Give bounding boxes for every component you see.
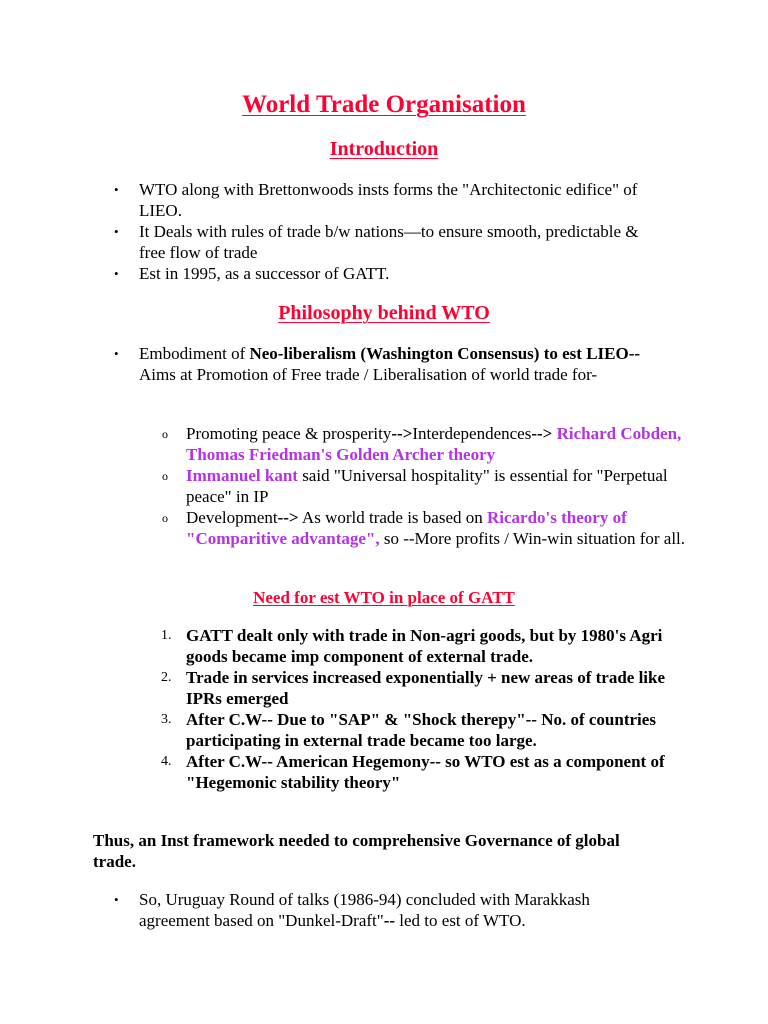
philosophy-sublist xyxy=(162,423,686,549)
philosophy-list xyxy=(114,343,659,385)
list-item: • So, Uruguay Round of talks (1986-94) concluded with Marakkash agreement based on "Dunkel-Draft"-- led to est of WTO. xyxy=(114,890,590,930)
bullet-icon: • xyxy=(114,182,119,197)
list-number: 1. xyxy=(161,628,172,643)
introduction-heading: Introduction xyxy=(329,138,439,160)
circle-bullet-icon: o xyxy=(162,427,168,441)
bullet-icon: • xyxy=(114,892,119,907)
bullet-icon: • xyxy=(114,346,119,361)
list-item: • It Deals with rules of trade b/w nations—to ensure smooth, predictable & free flow of trade xyxy=(114,222,639,262)
list-item: 3. After C.W-- Due to "SAP" & "Shock therepy"-- No. of countries participating in external trade became too large. xyxy=(161,710,656,750)
list-item: o Promoting peace & prosperity-->Interdependences--> Richard Cobden, Thomas Friedman's Golden Archer theory xyxy=(162,424,682,464)
list-item: 2. Trade in services increased exponentially + new areas of trade like IPRs emerged xyxy=(161,668,666,708)
list-number: 2. xyxy=(161,670,172,685)
list-item: • WTO along with Brettonwoods insts forms the "Architectonic edifice" of LIEO. xyxy=(114,180,638,220)
uruguay-list xyxy=(114,889,659,931)
list-item: • Embodiment of Neo-liberalism (Washington Consensus) to est LIEO-- Aims at Promotion of Free trade / Liberalisation of world trade for- xyxy=(114,344,641,384)
bullet-icon: • xyxy=(114,266,119,281)
page-title: World Trade Organisation xyxy=(242,91,526,118)
conclusion-paragraph: Thus, an Inst framework needed to comprehensive Governance of global trade. xyxy=(93,831,620,871)
list-item: 1. GATT dealt only with trade in Non-agri goods, but by 1980's Agri goods became imp component of external trade. xyxy=(161,626,663,666)
bullet-icon: • xyxy=(114,224,119,239)
need-list xyxy=(161,625,676,793)
circle-bullet-icon: o xyxy=(162,469,168,483)
list-item: o Development--> As world trade is based on Ricardo's theory of "Comparitive advantage", so --More profits / Win-win situation for all. xyxy=(162,508,686,548)
list-item: o Immanuel kant said "Universal hospitality" is essential for "Perpetual peace" in IP xyxy=(162,466,668,506)
philosophy-heading: Philosophy behind WTO xyxy=(278,302,490,324)
introduction-list xyxy=(114,179,639,284)
list-number: 3. xyxy=(161,712,172,727)
circle-bullet-icon: o xyxy=(162,511,168,525)
list-item: 4. After C.W-- American Hegemony-- so WTO est as a component of "Hegemonic stability theory" xyxy=(161,752,665,792)
list-number: 4. xyxy=(161,754,172,769)
need-heading: Need for est WTO in place of GATT xyxy=(253,588,515,607)
list-item: • Est in 1995, as a successor of GATT. xyxy=(114,264,390,283)
